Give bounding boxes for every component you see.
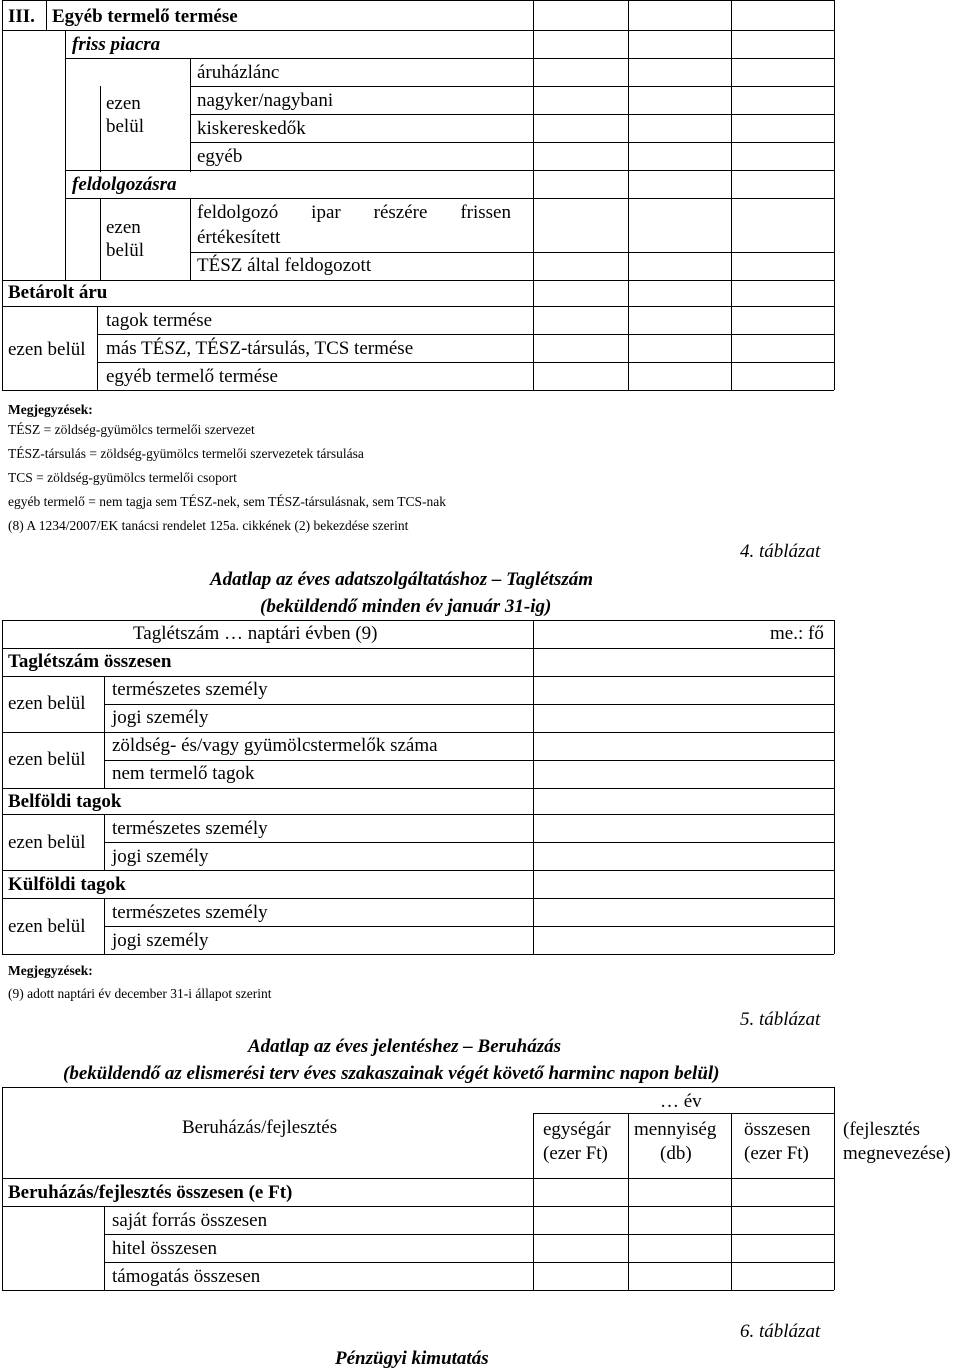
row-label: értékesített bbox=[197, 227, 281, 248]
ezen-belul-label: ezen belül bbox=[8, 339, 86, 360]
table-subtitle: (beküldendő minden év január 31-ig) bbox=[260, 596, 552, 617]
row-label: egyéb termelő termése bbox=[106, 366, 278, 387]
friss-piacra-label: friss piacra bbox=[72, 34, 161, 55]
row-label: jogi személy bbox=[112, 930, 209, 951]
total-label: Taglétszám összesen bbox=[8, 651, 172, 672]
row-label: jogi személy bbox=[112, 707, 209, 728]
note-line: TCS = zöldség-gyümölcs termelői csoport bbox=[8, 470, 237, 485]
table-title: Adatlap az éves jelentéshez – Beruházás bbox=[248, 1036, 561, 1057]
belfoldi-label: Belföldi tagok bbox=[8, 791, 122, 812]
row-label: saját forrás összesen bbox=[112, 1210, 268, 1231]
table-label: 6. táblázat bbox=[740, 1321, 821, 1342]
note-line: egyéb termelő = nem tagja sem TÉSZ-nek, sem TÉSZ-társulásnak, sem TCS-nak bbox=[8, 494, 447, 509]
unit-label: me.: fő bbox=[770, 623, 824, 644]
table-label: 5. táblázat bbox=[740, 1009, 821, 1030]
column-header: összesen bbox=[744, 1119, 811, 1140]
column-header: mennyiség bbox=[634, 1119, 717, 1140]
row-label: TÉSZ által feldogozott bbox=[197, 255, 372, 276]
notes-title: Megjegyzések: bbox=[8, 402, 93, 417]
note-line: TÉSZ = zöldség-gyümölcs termelői szervezet bbox=[8, 422, 255, 437]
notes-title: Megjegyzések: bbox=[8, 963, 93, 978]
ezen-belul-label: ezen belül bbox=[8, 693, 86, 714]
column-header: (fejlesztés bbox=[843, 1119, 921, 1140]
betarolt-label: Betárolt áru bbox=[8, 282, 108, 303]
row-label: kiskereskedők bbox=[197, 118, 306, 139]
note-line: (8) A 1234/2007/EK tanácsi rendelet 125a. cikkének (2) bekezdése szerint bbox=[8, 518, 409, 533]
row-label: támogatás összesen bbox=[112, 1266, 261, 1287]
column-header: (ezer Ft) bbox=[744, 1143, 809, 1164]
table-label: 4. táblázat bbox=[740, 541, 821, 562]
row-label: feldolgozó ipar részére frissen bbox=[197, 202, 511, 223]
ezen-belul-label: ezen belül bbox=[8, 916, 86, 937]
note-line: (9) adott naptári év december 31-i állapot szerint bbox=[8, 986, 272, 1001]
kulfoldi-label: Külföldi tagok bbox=[8, 874, 126, 895]
section-title: Egyéb termelő termése bbox=[52, 6, 238, 27]
ezen-label: ezen bbox=[106, 217, 141, 238]
row-label: más TÉSZ, TÉSZ-társulás, TCS termése bbox=[106, 338, 414, 359]
row-label: nagyker/nagybani bbox=[197, 90, 334, 111]
note-line: TÉSZ-társulás = zöldség-gyümölcs termelői szervezetek társulása bbox=[8, 446, 364, 461]
ezen-label: ezen bbox=[106, 93, 141, 114]
belul-label: belül bbox=[106, 240, 144, 261]
row-label: természetes személy bbox=[112, 902, 268, 923]
feldolgozasra-label: feldolgozásra bbox=[72, 174, 177, 195]
ezen-belul-label: ezen belül bbox=[8, 749, 86, 770]
row-label: tagok termése bbox=[106, 310, 213, 331]
column-header: (ezer Ft) bbox=[543, 1143, 608, 1164]
column-header: Beruházás/fejlesztés bbox=[182, 1117, 338, 1138]
sum-row-label: Beruházás/fejlesztés összesen (e Ft) bbox=[8, 1182, 293, 1203]
ezen-belul-label: ezen belül bbox=[8, 832, 86, 853]
row-label: természetes személy bbox=[112, 818, 268, 839]
column-header: egységár bbox=[543, 1119, 611, 1140]
row-label: jogi személy bbox=[112, 846, 209, 867]
table-title: Pénzügyi kimutatás bbox=[335, 1348, 489, 1369]
table-subtitle: (beküldendő az elismerési terv éves szakaszainak végét követő harminc napon belül) bbox=[63, 1063, 720, 1084]
column-header: megnevezése) bbox=[843, 1143, 951, 1164]
row-label: zöldség- és/vagy gyümölcstermelők száma bbox=[112, 735, 438, 756]
table-title: Adatlap az éves adatszolgáltatáshoz – Taglétszám bbox=[210, 569, 594, 590]
column-header: (db) bbox=[660, 1143, 692, 1164]
column-header: Taglétszám … naptári évben (9) bbox=[133, 623, 378, 644]
belul-label: belül bbox=[106, 116, 144, 137]
row-label: nem termelő tagok bbox=[112, 763, 255, 784]
row-label: egyéb bbox=[197, 146, 243, 167]
row-label: áruházlánc bbox=[197, 62, 280, 83]
row-label: természetes személy bbox=[112, 679, 268, 700]
section-number: III. bbox=[8, 6, 35, 27]
row-label: hitel összesen bbox=[112, 1238, 218, 1259]
year-header: … év bbox=[660, 1091, 702, 1112]
